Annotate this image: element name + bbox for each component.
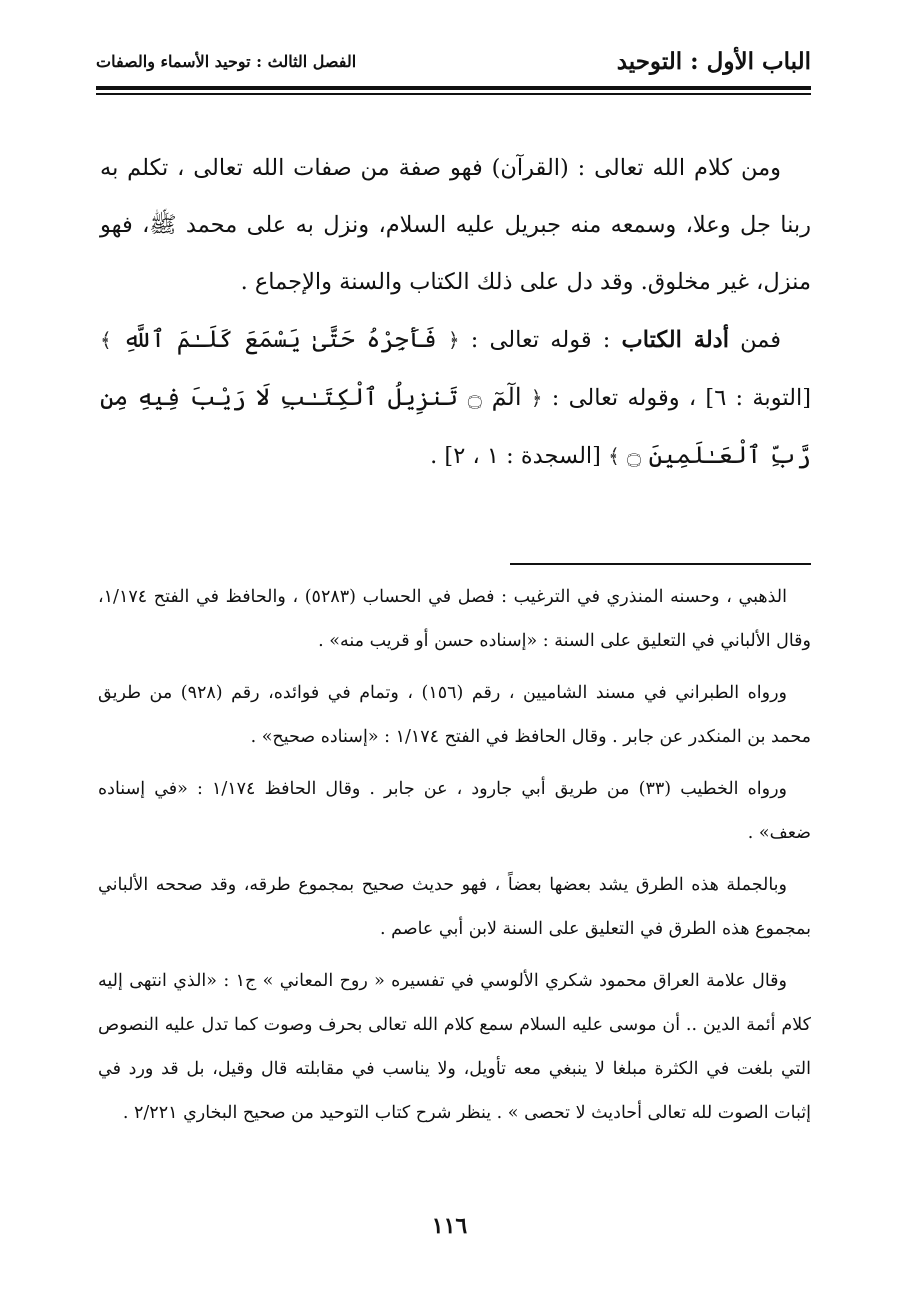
evidence-text-1: : قوله تعالى : <box>470 327 622 353</box>
quran-verse-tawbah: فَأَجِرْهُ حَتَّىٰ يَسْمَعَ كَلَـٰمَ ٱللَّهِ <box>122 325 437 353</box>
page-number: ١١٦ <box>431 1213 468 1239</box>
evidence-heading: أدلة الكتاب <box>621 327 729 353</box>
main-text <box>100 140 811 485</box>
verse-close-ornament-2: ﴾ <box>608 444 620 468</box>
evidence-intro: فمن <box>740 327 782 353</box>
chapter-title: الباب الأول : التوحيد <box>616 48 811 75</box>
header-rule-thick <box>96 86 811 90</box>
footnote-paragraph: ورواه الخطيب (٣٣) من طريق أبي جارود ، عن جابر . وقال الحافظ ١/١٧٤ : «في إسناده ضعف» . <box>98 779 811 843</box>
footnotes <box>98 575 811 1143</box>
reference-sajdah: [السجدة : ١ ، ٢] . <box>430 443 601 469</box>
footnote-paragraph: وقال علامة العراق محمود شكري الألوسي في تفسيره « روح المعاني » ج١ : «الذي انتهى إليه كلام أئمة الدين .. أن موسى عليه السلام سمع كلام الله تعالى بحرف وصوت كما تدل عليه النصوص التي بلغت في الكثرة مبلغا لا ينبغي معه تأويل، ولا يناسب في مقابلته قال وقيل، بل قد ورد في إثبات الصوت لله تعالى أحاديث لا تحصى » . ينظر شرح كتاب التوحيد من صحيح البخاري ٢/٢٢١ . <box>98 971 811 1123</box>
verse-open-ornament: ﴿ <box>447 328 460 352</box>
running-header <box>96 44 811 84</box>
header-rule-thin <box>96 93 811 95</box>
footnote-paragraph: وبالجملة هذه الطرق يشد بعضها بعضاً ، فهو حديث صحيح بمجموع طرقه، وقد صححه الألباني بمجموع هذه الطرق في التعليق على السنة لابن أبي عاصم . <box>98 875 811 939</box>
paragraph-quran-attribute: ومن كلام الله تعالى : (القرآن) فهو صفة من صفات الله تعالى ، تكلم به ربنا جل وعلا، وسمعه منه جبريل عليه السلام، ونزل به على محمد ﷺ، فهو منزل، غير مخلوق. وقد دل على ذلك الكتاب والسنة والإجماع . <box>100 155 811 295</box>
footnote-separator <box>510 563 811 565</box>
footnote-paragraph: ورواه الطبراني في مسند الشاميين ، رقم (١٥٦) ، وتمام في فوائده، رقم (٩٢٨) من طريق محمد بن المنكدر عن جابر . وقال الحافظ في الفتح ١/١٧٤ : «إسناده صحيح» . <box>98 683 811 747</box>
section-title: الفصل الثالث : توحيد الأسماء والصفات <box>96 52 357 71</box>
paragraph-evidence <box>100 311 811 485</box>
footnote-paragraph: الذهبي ، وحسنه المنذري في الترغيب : فصل في الحساب (٥٢٨٣) ، والحافظ في الفتح ١/١٧٤، وقال الألباني في التعليق على السنة : «إسناده حسن أو قريب منه» . <box>98 587 811 651</box>
verse-close-ornament: ﴾ <box>100 328 112 352</box>
verse-open-ornament-2: ﴿ <box>530 386 543 410</box>
reference-tawbah: [التوبة : ٦] <box>705 385 811 411</box>
evidence-text-2: ، وقوله تعالى : <box>551 385 706 411</box>
quran-verse-sajdah: الٓمٓ ۝ تَنزِيلُ ٱلْكِتَـٰبِ لَا رَيْبَ فِيهِ مِن رَّبِّ ٱلْعَـٰلَمِينَ ۝ <box>100 383 811 469</box>
